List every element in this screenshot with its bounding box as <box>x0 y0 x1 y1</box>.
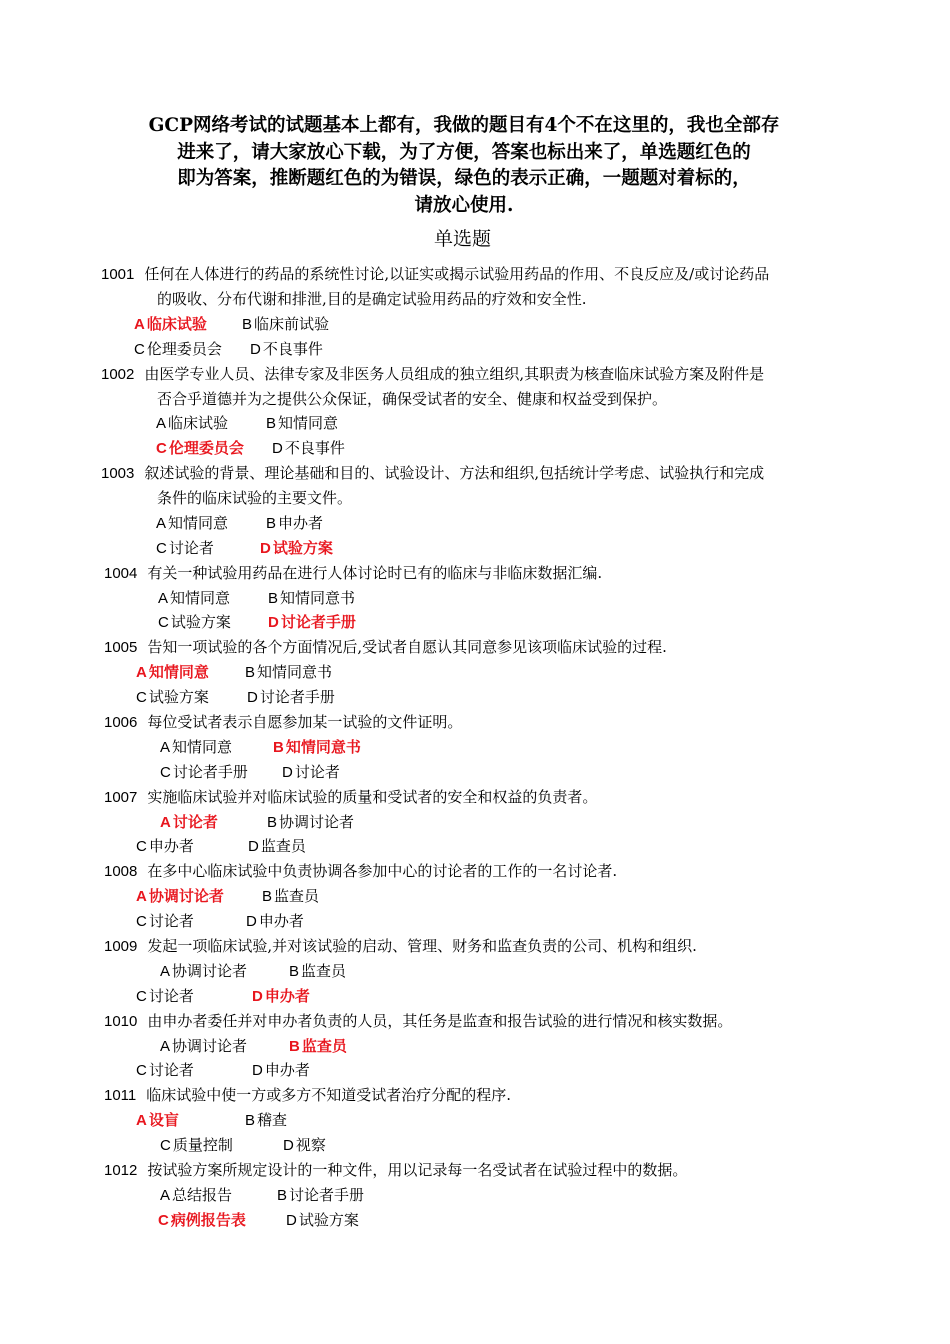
option-text: 知情同意书 <box>280 589 356 607</box>
answer-option-correct <box>289 1036 347 1057</box>
option-letter: C <box>136 988 147 1005</box>
option-letter: D <box>248 838 259 855</box>
answer-option <box>248 836 306 857</box>
answer-option-correct <box>268 612 356 633</box>
answer-option <box>160 762 248 783</box>
option-letter: C <box>136 913 147 930</box>
option-text: 申办者 <box>148 837 194 855</box>
option-letter: A <box>160 1038 171 1055</box>
option-letter: A <box>160 963 171 980</box>
option-text: 申办者 <box>258 912 304 930</box>
option-letter: D <box>252 988 263 1005</box>
answer-option <box>136 986 194 1007</box>
question-text: 按试验方案所规定设计的一种文件，用以记录每一名受试者在试验过程中的数据。 <box>147 1161 688 1179</box>
option-text: 讨论者手册 <box>259 688 335 706</box>
answer-option <box>160 1036 247 1057</box>
option-letter: C <box>136 1062 147 1079</box>
answer-option <box>242 314 329 335</box>
answer-option <box>156 513 228 534</box>
option-text: 知情同意 <box>148 663 209 681</box>
option-text: 申办者 <box>278 514 324 532</box>
question-stem <box>104 637 667 658</box>
question-stem <box>104 861 617 882</box>
answer-option-correct <box>156 438 244 459</box>
intro-line: 请放心使用. <box>414 194 514 216</box>
option-letter: D <box>247 689 258 706</box>
option-letter: A <box>160 739 171 756</box>
question-stem-continued <box>157 289 587 309</box>
option-letter: B <box>273 739 284 756</box>
answer-option <box>156 538 214 559</box>
option-text: 试验方案 <box>272 539 333 557</box>
question-text: 条件的临床试验的主要文件。 <box>157 489 353 507</box>
section-title: 单选题 <box>433 228 491 250</box>
answer-option <box>156 413 228 434</box>
answer-option <box>134 339 222 360</box>
option-text: 监查员 <box>301 1037 347 1055</box>
option-text: 知情同意书 <box>257 663 333 681</box>
question-stem <box>101 463 764 484</box>
option-letter: A <box>158 590 169 607</box>
question-number: 1004 <box>104 565 138 582</box>
answer-option <box>136 687 209 708</box>
option-text: 申办者 <box>264 1061 310 1079</box>
answer-option <box>247 687 335 708</box>
option-letter: D <box>250 341 261 358</box>
question-text: 每位受试者表示自愿参加某一试验的文件证明。 <box>147 713 463 731</box>
answer-option-correct <box>160 812 218 833</box>
option-letter: B <box>245 1112 256 1129</box>
option-text: 讨论者 <box>148 912 194 930</box>
answer-option <box>160 1135 233 1156</box>
option-text: 讨论者 <box>172 813 218 831</box>
question-number: 1005 <box>104 639 138 656</box>
option-text: 伦理委员会 <box>168 439 244 457</box>
answer-option <box>268 588 355 609</box>
option-letter: B <box>277 1187 288 1204</box>
question-text: 在多中心临床试验中负责协调各参加中心的讨论者的工作的一名讨论者. <box>147 862 618 880</box>
answer-option-correct <box>136 886 224 907</box>
question-stem <box>104 1160 687 1181</box>
question-stem <box>104 936 697 957</box>
option-letter: A <box>134 316 145 333</box>
option-letter: D <box>260 540 271 557</box>
option-letter: A <box>160 814 171 831</box>
answer-option-correct <box>134 314 207 335</box>
option-letter: B <box>266 515 277 532</box>
option-letter: D <box>282 764 293 781</box>
answer-option <box>277 1185 364 1206</box>
option-letter: C <box>136 689 147 706</box>
answer-option <box>267 812 354 833</box>
question-text: 否合乎道德并为之提供公众保证，确保受试者的安全、健康和权益受到保护。 <box>157 390 668 408</box>
question-text: 有关一种试验用药品在进行人体讨论时已有的临床与非临床数据汇编. <box>147 564 603 582</box>
option-letter: D <box>286 1212 297 1229</box>
answer-option <box>246 911 304 932</box>
answer-option <box>160 961 247 982</box>
option-text: 知情同意书 <box>285 738 361 756</box>
question-number: 1009 <box>104 938 138 955</box>
option-letter: B <box>242 316 253 333</box>
answer-option <box>136 911 194 932</box>
option-text: 申办者 <box>264 987 310 1005</box>
option-text: 监查员 <box>260 837 306 855</box>
option-letter: B <box>289 1038 300 1055</box>
option-letter: C <box>158 1212 169 1229</box>
answer-option <box>262 886 319 907</box>
option-text: 讨论者手册 <box>172 763 248 781</box>
question-text: 告知一项试验的各个方面情况后,受试者自愿认其同意参见该项临床试验的过程. <box>147 638 667 656</box>
question-text: 实施临床试验并对临床试验的质量和受试者的安全和权益的负责者。 <box>147 788 598 806</box>
question-text: 临床试验中使一方或多方不知道受试者治疗分配的程序. <box>146 1086 512 1104</box>
option-text: 讨论者 <box>294 763 340 781</box>
option-text: 不良事件 <box>262 340 323 358</box>
option-letter: B <box>266 415 277 432</box>
answer-option <box>245 1110 287 1131</box>
option-letter: B <box>262 888 273 905</box>
question-number: 1012 <box>104 1162 138 1179</box>
option-letter: C <box>156 440 167 457</box>
option-text: 不良事件 <box>284 439 345 457</box>
option-text: 讨论者 <box>168 539 214 557</box>
option-letter: C <box>134 341 145 358</box>
question-stem <box>104 712 462 733</box>
answer-option <box>136 1060 194 1081</box>
answer-option <box>245 662 332 683</box>
intro-line: 进来了，请大家放心下载，为了方便，答案也标出来了，单选题红色的 <box>177 141 751 163</box>
answer-option <box>266 513 323 534</box>
option-letter: C <box>158 614 169 631</box>
option-text: 讨论者 <box>148 987 194 1005</box>
question-number: 1011 <box>104 1087 137 1104</box>
answer-option <box>266 413 338 434</box>
question-number: 1010 <box>104 1013 138 1030</box>
question-text: 叙述试验的背景、理论基础和目的、试验设计、方法和组织,包括统计学考虑、试验执行和完成 <box>144 464 765 482</box>
question-stem-continued <box>157 488 352 508</box>
option-text: 总结报告 <box>172 1186 233 1204</box>
question-stem <box>101 364 764 385</box>
answer-option <box>282 762 340 783</box>
option-text: 知情同意 <box>278 414 339 432</box>
question-stem-continued <box>157 389 667 409</box>
option-letter: A <box>136 664 147 681</box>
option-text: 监查员 <box>274 887 320 905</box>
option-text: 试验方案 <box>298 1211 359 1229</box>
option-text: 视察 <box>295 1136 326 1154</box>
option-letter: B <box>289 963 300 980</box>
option-text: 协调讨论者 <box>172 1037 248 1055</box>
answer-option <box>283 1135 326 1156</box>
question-text: 由申办者委任并对申办者负责的人员，其任务是监查和报告试验的进行情况和核实数据。 <box>147 1012 733 1030</box>
question-stem <box>104 787 597 808</box>
intro-line: GCP网络考试的试题基本上都有，我做的题目有4个不在这里的，我也全部存 <box>148 115 780 136</box>
answer-option-correct <box>273 737 361 758</box>
option-letter: C <box>160 1137 171 1154</box>
option-text: 设盲 <box>148 1111 179 1129</box>
answer-option-correct <box>252 986 310 1007</box>
question-stem <box>104 1085 511 1106</box>
question-stem <box>101 264 769 285</box>
option-text: 监查员 <box>301 962 347 980</box>
option-letter: A <box>160 1187 171 1204</box>
option-text: 讨论者手册 <box>289 1186 365 1204</box>
option-text: 知情同意 <box>168 514 229 532</box>
option-text: 知情同意 <box>170 589 231 607</box>
question-number: 1002 <box>101 366 135 383</box>
option-text: 伦理委员会 <box>146 340 222 358</box>
option-text: 试验方案 <box>170 613 231 631</box>
option-letter: D <box>246 913 257 930</box>
option-text: 病例报告表 <box>170 1211 246 1229</box>
option-letter: D <box>272 440 283 457</box>
answer-option-correct <box>136 662 209 683</box>
intro-line: 即为答案，推断题红色的为错误，绿色的表示正确，一题题对着标的， <box>177 168 751 189</box>
option-text: 稽查 <box>257 1111 288 1129</box>
answer-option <box>136 836 194 857</box>
option-text: 临床试验 <box>168 414 229 432</box>
option-letter: C <box>156 540 167 557</box>
option-letter: B <box>245 664 256 681</box>
answer-option <box>250 339 323 360</box>
answer-option <box>272 438 345 459</box>
answer-option <box>160 737 232 758</box>
question-text: 由医学专业人员、法律专家及非医务人员组成的独立组织,其职责为核查临床试验方案及附件是 <box>144 365 765 383</box>
option-letter: A <box>156 515 167 532</box>
option-text: 质量控制 <box>172 1136 233 1154</box>
option-text: 知情同意 <box>172 738 233 756</box>
answer-option <box>158 612 231 633</box>
option-letter: A <box>136 888 147 905</box>
question-text: 任何在人体进行的药品的系统性讨论,以证实或揭示试验用药品的作用、不良反应及/或讨论药品 <box>144 265 770 283</box>
option-text: 临床前试验 <box>254 315 330 333</box>
question-text: 发起一项临床试验,并对该试验的启动、管理、财务和监查负责的公司、机构和组织. <box>147 937 697 955</box>
option-letter: C <box>136 838 147 855</box>
answer-option-correct <box>260 538 333 559</box>
option-text: 临床试验 <box>146 315 207 333</box>
answer-option-correct <box>136 1110 179 1131</box>
option-letter: D <box>252 1062 263 1079</box>
option-text: 讨论者 <box>148 1061 194 1079</box>
option-text: 协调讨论者 <box>279 813 355 831</box>
option-letter: A <box>136 1112 147 1129</box>
option-letter: D <box>268 614 279 631</box>
option-text: 协调讨论者 <box>148 887 224 905</box>
option-text: 讨论者手册 <box>280 613 356 631</box>
question-number: 1003 <box>101 465 135 482</box>
question-number: 1007 <box>104 789 138 806</box>
option-letter: D <box>283 1137 294 1154</box>
answer-option <box>286 1210 359 1231</box>
question-text: 的吸收、分布代谢和排泄,目的是确定试验用药品的疗效和安全性. <box>157 290 587 308</box>
option-text: 试验方案 <box>148 688 209 706</box>
answer-option <box>252 1060 310 1081</box>
document-intro <box>84 113 844 219</box>
option-letter: B <box>267 814 278 831</box>
option-letter: B <box>268 590 279 607</box>
answer-option <box>158 588 230 609</box>
answer-option-correct <box>158 1210 246 1231</box>
option-text: 协调讨论者 <box>172 962 248 980</box>
question-stem <box>104 563 602 584</box>
question-number: 1006 <box>104 714 138 731</box>
answer-option <box>289 961 346 982</box>
question-number: 1008 <box>104 863 138 880</box>
option-letter: C <box>160 764 171 781</box>
question-stem <box>104 1011 732 1032</box>
answer-option <box>160 1185 232 1206</box>
option-letter: A <box>156 415 167 432</box>
question-number: 1001 <box>101 266 135 283</box>
